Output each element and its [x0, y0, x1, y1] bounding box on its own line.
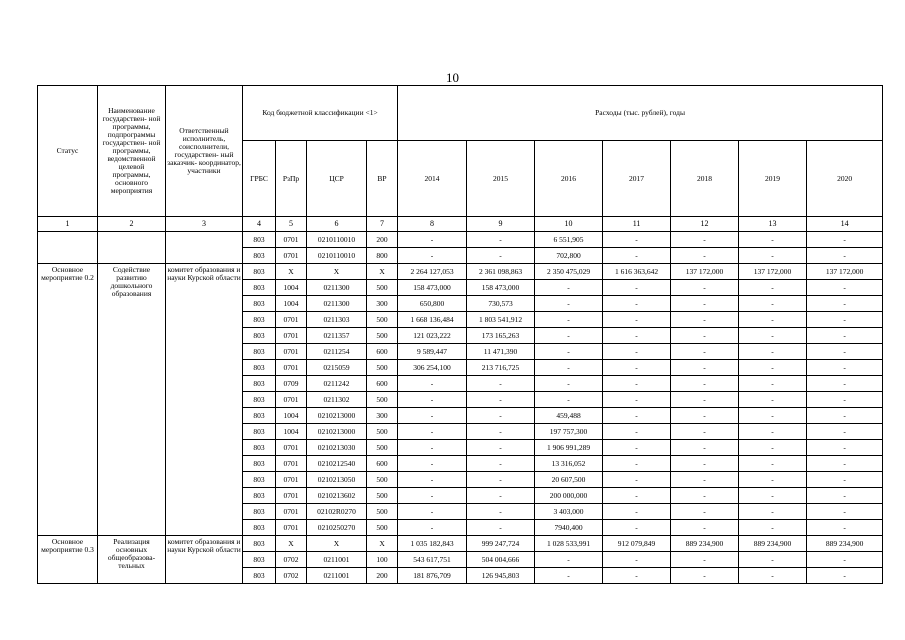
table-cell: 121 023,222	[398, 328, 467, 344]
table-cell: 7940,400	[535, 520, 603, 536]
table-cell: -	[739, 328, 807, 344]
table-cell: -	[739, 232, 807, 248]
table-cell: 459,488	[535, 408, 603, 424]
table-cell: X	[367, 264, 398, 280]
header-vr: ВР	[367, 141, 398, 217]
table-cell: -	[535, 360, 603, 376]
table-cell: 137 172,000	[807, 264, 883, 280]
table-cell: 306 254,100	[398, 360, 467, 376]
table-cell: 650,800	[398, 296, 467, 312]
table-cell: -	[603, 248, 671, 264]
table-cell: -	[603, 232, 671, 248]
table-cell: -	[398, 456, 467, 472]
table-cell: 500	[367, 520, 398, 536]
table-cell: -	[467, 488, 535, 504]
table-cell: 500	[367, 392, 398, 408]
table-cell: 999 247,724	[467, 536, 535, 552]
table-cell: -	[739, 248, 807, 264]
table-cell: 173 165,263	[467, 328, 535, 344]
table-cell: -	[807, 312, 883, 328]
table-cell: -	[603, 424, 671, 440]
table-cell: -	[739, 296, 807, 312]
table-cell: -	[807, 472, 883, 488]
table-cell: -	[603, 456, 671, 472]
table-cell: -	[807, 568, 883, 584]
column-number: 12	[671, 217, 739, 232]
table-cell: -	[603, 552, 671, 568]
table-cell: 213 716,725	[467, 360, 535, 376]
table-cell: -	[398, 392, 467, 408]
table-cell: 181 876,709	[398, 568, 467, 584]
column-number: 11	[603, 217, 671, 232]
table-cell: -	[671, 568, 739, 584]
table-row	[38, 232, 883, 248]
table-cell: -	[603, 360, 671, 376]
table-cell: -	[535, 312, 603, 328]
table-cell: -	[603, 488, 671, 504]
table-cell: 1004	[276, 296, 307, 312]
table-cell: 0701	[276, 232, 307, 248]
table-cell: 889 234,900	[671, 536, 739, 552]
table-cell: 0701	[276, 504, 307, 520]
table-cell: X	[367, 536, 398, 552]
table-cell: 600	[367, 344, 398, 360]
header-year: 2019	[739, 141, 807, 217]
table-cell: 803	[243, 328, 276, 344]
row-status	[38, 232, 98, 264]
table-cell: 0211303	[307, 312, 367, 328]
table-cell: 0702	[276, 552, 307, 568]
table-cell: -	[807, 552, 883, 568]
table-cell: -	[739, 520, 807, 536]
table-cell: -	[535, 552, 603, 568]
table-cell: 500	[367, 504, 398, 520]
table-cell: -	[807, 504, 883, 520]
table-row	[38, 536, 883, 552]
table-cell: -	[398, 376, 467, 392]
table-cell: -	[807, 520, 883, 536]
table-cell: 300	[367, 408, 398, 424]
table-cell: 1004	[276, 280, 307, 296]
table-cell: -	[807, 488, 883, 504]
table-cell: 0701	[276, 520, 307, 536]
table-cell: 500	[367, 440, 398, 456]
row-program-name: Реализация основных общеобразова- тельных	[98, 536, 166, 584]
table-cell: 0210213602	[307, 488, 367, 504]
header-program-name: Наименование государствен- ной программы, подпрограммы государствен- ной программы, ведомственной целевой программы, основного мероприятия	[98, 86, 166, 217]
table-cell: -	[398, 232, 467, 248]
column-number: 1	[38, 217, 98, 232]
table-cell: 200	[367, 232, 398, 248]
table-cell: -	[671, 488, 739, 504]
header-year: 2020	[807, 141, 883, 217]
table-cell: 3 403,000	[535, 504, 603, 520]
header-year: 2016	[535, 141, 603, 217]
table-cell: 1 616 363,642	[603, 264, 671, 280]
table-cell: 1 803 541,912	[467, 312, 535, 328]
table-cell: 9 589,447	[398, 344, 467, 360]
column-number-row	[38, 217, 883, 232]
table-cell: 1 668 136,484	[398, 312, 467, 328]
table-cell: 803	[243, 552, 276, 568]
table-cell: -	[603, 312, 671, 328]
table-cell: -	[398, 408, 467, 424]
table-cell: -	[603, 440, 671, 456]
table-cell: 730,573	[467, 296, 535, 312]
table-cell: -	[739, 472, 807, 488]
table-cell: 0210213050	[307, 472, 367, 488]
header-year: 2018	[671, 141, 739, 217]
table-cell: 800	[367, 248, 398, 264]
table-cell: -	[671, 296, 739, 312]
budget-table	[37, 85, 883, 584]
header-status: Статус	[38, 86, 98, 217]
table-cell: 803	[243, 520, 276, 536]
table-cell: -	[398, 504, 467, 520]
table-cell: 11 471,390	[467, 344, 535, 360]
table-cell: 803	[243, 232, 276, 248]
table-cell: -	[671, 248, 739, 264]
table-cell: 803	[243, 312, 276, 328]
table-cell: -	[398, 520, 467, 536]
table-cell: -	[398, 440, 467, 456]
table-cell: -	[739, 408, 807, 424]
table-cell: -	[467, 392, 535, 408]
header-year: 2014	[398, 141, 467, 217]
table-cell: -	[671, 280, 739, 296]
table-cell: 0210213030	[307, 440, 367, 456]
table-cell: -	[807, 296, 883, 312]
table-cell: 158 473,000	[467, 280, 535, 296]
table-cell: -	[739, 344, 807, 360]
table-cell: -	[739, 360, 807, 376]
table-cell: 02102R0270	[307, 504, 367, 520]
table-cell: -	[535, 376, 603, 392]
table-cell: -	[671, 440, 739, 456]
table-cell: -	[739, 456, 807, 472]
table-cell: 0210212540	[307, 456, 367, 472]
table-cell: -	[467, 520, 535, 536]
table-cell: -	[807, 392, 883, 408]
table-cell: 158 473,000	[398, 280, 467, 296]
table-cell: 0701	[276, 456, 307, 472]
header-executor: Ответственный исполнитель, соисполнители, государствен- ный заказчик- координатор, участники	[166, 86, 243, 217]
table-cell: -	[671, 504, 739, 520]
header-year: 2015	[467, 141, 535, 217]
table-cell: 0702	[276, 568, 307, 584]
table-cell: -	[467, 440, 535, 456]
column-number: 2	[98, 217, 166, 232]
table-cell: -	[603, 376, 671, 392]
table-cell: -	[398, 472, 467, 488]
table-cell: 197 757,300	[535, 424, 603, 440]
table-cell: 0211302	[307, 392, 367, 408]
table-cell: 126 945,803	[467, 568, 535, 584]
table-cell: -	[671, 376, 739, 392]
column-number: 7	[367, 217, 398, 232]
table-cell: 0211300	[307, 280, 367, 296]
table-cell: -	[535, 568, 603, 584]
table-cell: 0709	[276, 376, 307, 392]
table-cell: -	[671, 232, 739, 248]
table-cell: 803	[243, 280, 276, 296]
table-cell: 0701	[276, 440, 307, 456]
column-number: 4	[243, 217, 276, 232]
table-cell: 0211357	[307, 328, 367, 344]
table-cell: 803	[243, 264, 276, 280]
table-cell: 803	[243, 504, 276, 520]
table-cell: -	[671, 392, 739, 408]
table-cell: -	[739, 504, 807, 520]
table-cell: -	[671, 408, 739, 424]
column-number: 13	[739, 217, 807, 232]
table-cell: 803	[243, 392, 276, 408]
table-cell: -	[603, 392, 671, 408]
table-cell: 500	[367, 328, 398, 344]
table-cell: -	[535, 392, 603, 408]
table-cell: -	[739, 392, 807, 408]
table-cell: -	[739, 280, 807, 296]
table-cell: -	[671, 344, 739, 360]
table-cell: 889 234,900	[807, 536, 883, 552]
table-cell: -	[467, 408, 535, 424]
table-cell: 803	[243, 376, 276, 392]
table-cell: -	[807, 344, 883, 360]
table-cell: 0701	[276, 472, 307, 488]
row-executor: комитет образования и науки Курской области	[166, 536, 243, 584]
table-cell: 803	[243, 408, 276, 424]
table-cell: -	[467, 376, 535, 392]
table-cell: 100	[367, 552, 398, 568]
table-cell: 0210213000	[307, 408, 367, 424]
table-cell: -	[603, 520, 671, 536]
column-number: 10	[535, 217, 603, 232]
table-cell: -	[807, 280, 883, 296]
table-cell: X	[307, 536, 367, 552]
row-program-name	[98, 232, 166, 264]
table-cell: 803	[243, 248, 276, 264]
table-cell: 2 350 475,029	[535, 264, 603, 280]
table-cell: -	[739, 568, 807, 584]
table-cell: 504 004,666	[467, 552, 535, 568]
column-number: 8	[398, 217, 467, 232]
header-budget-code: Код бюджетной классификации <1>	[243, 86, 398, 141]
table-cell: 0210213000	[307, 424, 367, 440]
table-cell: -	[671, 328, 739, 344]
table-cell: 0211242	[307, 376, 367, 392]
table-cell: -	[467, 456, 535, 472]
table-cell: 137 172,000	[739, 264, 807, 280]
table-cell: 500	[367, 472, 398, 488]
table-cell: 912 079,849	[603, 536, 671, 552]
table-cell: -	[603, 408, 671, 424]
table-cell: -	[603, 568, 671, 584]
header-csr: ЦСР	[307, 141, 367, 217]
header-grbs: ГРБС	[243, 141, 276, 217]
table-cell: 803	[243, 456, 276, 472]
table-row	[38, 264, 883, 280]
table-cell: 702,800	[535, 248, 603, 264]
table-cell: -	[807, 456, 883, 472]
table-cell: 500	[367, 360, 398, 376]
table-cell: 600	[367, 376, 398, 392]
table-cell: 0211001	[307, 552, 367, 568]
table-cell: 803	[243, 344, 276, 360]
table-cell: 803	[243, 472, 276, 488]
table-cell: -	[603, 472, 671, 488]
table-cell: -	[739, 424, 807, 440]
table-cell: 803	[243, 360, 276, 376]
table-cell: -	[398, 424, 467, 440]
table-cell: 0210250270	[307, 520, 367, 536]
table-cell: 20 607,500	[535, 472, 603, 488]
table-cell: 0701	[276, 312, 307, 328]
row-program-name: Содействие развитию дошкольного образования	[98, 264, 166, 536]
table-cell: 803	[243, 424, 276, 440]
table-cell: 500	[367, 424, 398, 440]
table-cell: -	[671, 472, 739, 488]
table-cell: 803	[243, 440, 276, 456]
table-cell: -	[467, 472, 535, 488]
table-cell: 500	[367, 280, 398, 296]
row-status: Основное мероприятие 0.3	[38, 536, 98, 584]
table-cell: 0701	[276, 488, 307, 504]
table-cell: -	[671, 520, 739, 536]
table-cell: 0211001	[307, 568, 367, 584]
table-cell: 2 264 127,053	[398, 264, 467, 280]
page-number: 10	[446, 70, 459, 85]
table-cell: -	[535, 344, 603, 360]
table-cell: -	[398, 248, 467, 264]
table-cell: 0701	[276, 344, 307, 360]
table-cell: 0211254	[307, 344, 367, 360]
table-cell: -	[671, 456, 739, 472]
table-cell: -	[807, 232, 883, 248]
table-cell: -	[398, 488, 467, 504]
table-cell: -	[739, 376, 807, 392]
table-cell: 2 361 098,863	[467, 264, 535, 280]
table-cell: -	[603, 328, 671, 344]
table-cell: -	[807, 440, 883, 456]
header-rzpr: РзПр	[276, 141, 307, 217]
table-cell: 13 316,052	[535, 456, 603, 472]
table-cell: -	[807, 408, 883, 424]
table-cell: -	[739, 440, 807, 456]
table-cell: 1 028 533,991	[535, 536, 603, 552]
table-cell: X	[276, 264, 307, 280]
table-cell: 500	[367, 488, 398, 504]
table-cell: 600	[367, 456, 398, 472]
table-cell: -	[467, 424, 535, 440]
table-cell: -	[671, 552, 739, 568]
table-cell: -	[603, 296, 671, 312]
table-cell: -	[535, 296, 603, 312]
table-cell: -	[671, 360, 739, 376]
column-number: 3	[166, 217, 243, 232]
table-cell: -	[467, 504, 535, 520]
table-cell: 803	[243, 568, 276, 584]
header-year: 2017	[603, 141, 671, 217]
row-executor	[166, 232, 243, 264]
table-cell: 803	[243, 296, 276, 312]
table-cell: 200	[367, 568, 398, 584]
column-number: 6	[307, 217, 367, 232]
table-cell: 300	[367, 296, 398, 312]
table-body	[38, 232, 883, 584]
table-cell: 0701	[276, 392, 307, 408]
table-cell: 0210110010	[307, 232, 367, 248]
column-number: 9	[467, 217, 535, 232]
table-cell: -	[603, 344, 671, 360]
table-cell: 6 551,905	[535, 232, 603, 248]
table-cell: -	[807, 424, 883, 440]
table-cell: 200 000,000	[535, 488, 603, 504]
table-cell: 0210110010	[307, 248, 367, 264]
table-cell: -	[671, 312, 739, 328]
row-executor: комитет образования и науки Курской области	[166, 264, 243, 536]
table-cell: 0701	[276, 360, 307, 376]
table-cell: 1 906 991,289	[535, 440, 603, 456]
table-cell: 0701	[276, 328, 307, 344]
table-cell: -	[807, 376, 883, 392]
table-cell: -	[535, 328, 603, 344]
table-cell: 500	[367, 312, 398, 328]
table-cell: 803	[243, 488, 276, 504]
header-expenses: Расходы (тыс. рублей), годы	[398, 86, 883, 141]
table-cell: 1 035 182,843	[398, 536, 467, 552]
table-cell: 803	[243, 536, 276, 552]
table-cell: 889 234,900	[739, 536, 807, 552]
table-cell: -	[739, 488, 807, 504]
table-cell: -	[807, 328, 883, 344]
table-cell: -	[739, 552, 807, 568]
table-cell: -	[535, 280, 603, 296]
table-cell: -	[807, 360, 883, 376]
table-cell: -	[467, 232, 535, 248]
column-number: 14	[807, 217, 883, 232]
table-cell: 1004	[276, 424, 307, 440]
table-cell: -	[671, 424, 739, 440]
table-cell: -	[739, 312, 807, 328]
table-cell: 0215059	[307, 360, 367, 376]
table-cell: -	[603, 504, 671, 520]
table-cell: 1004	[276, 408, 307, 424]
row-status: Основное мероприятие 0.2	[38, 264, 98, 536]
table-cell: -	[807, 248, 883, 264]
column-number: 5	[276, 217, 307, 232]
table-cell: X	[276, 536, 307, 552]
table-cell: -	[467, 248, 535, 264]
table-cell: 137 172,000	[671, 264, 739, 280]
table-cell: 0211300	[307, 296, 367, 312]
table-header	[38, 86, 883, 232]
table-cell: -	[603, 280, 671, 296]
table-cell: 0701	[276, 248, 307, 264]
table-cell: X	[307, 264, 367, 280]
table-cell: 543 617,751	[398, 552, 467, 568]
